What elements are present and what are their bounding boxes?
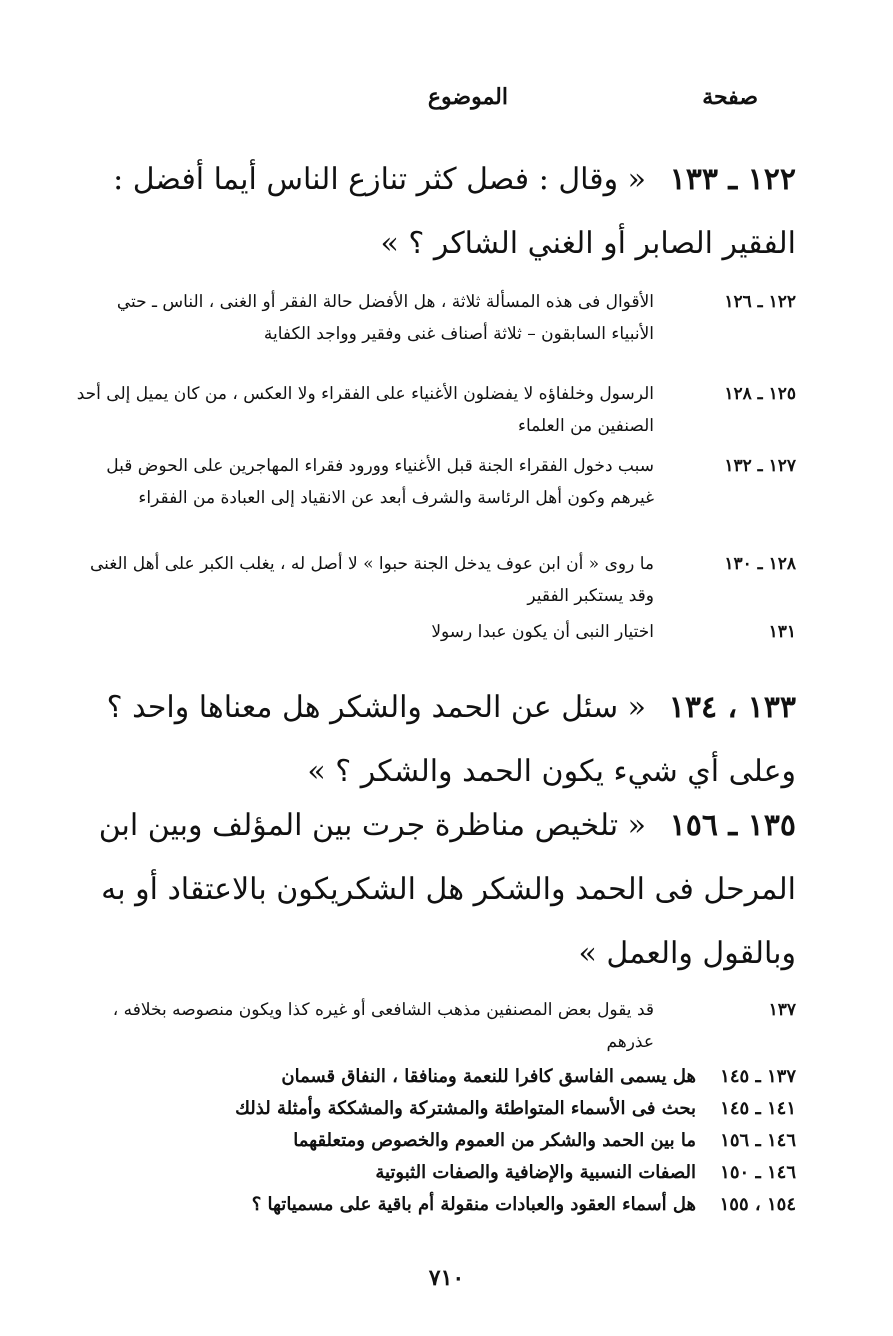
- entry-page-range: ١٤٦ ـ ١٥٦: [720, 1130, 796, 1151]
- entry-topic: ما روى « أن ابن عوف يدخل الجنة حبوا » لا أصل له ، يغلب الكبر على أهل الغنى وقد يستكبر الفقير: [89, 554, 654, 606]
- entry-topic: بحث فى الأسماء المتواطئة والمشتركة والمشككة وأمثلة لذلك: [235, 1098, 696, 1119]
- entry-page-range: ١٢٨ ـ ١٣٠: [724, 554, 796, 574]
- entry-topic: « سئل عن الحمد والشكر هل معناها واحد ؟ وعلى أي شيء يكون الحمد والشكر ؟ »: [106, 690, 796, 789]
- index-entry-heading: [70, 676, 796, 804]
- index-entry: [70, 1158, 796, 1188]
- index-entry-heading: [70, 794, 796, 986]
- index-entry: [70, 450, 796, 514]
- entry-page-range: ١٣٣ ، ١٣٤: [668, 690, 796, 725]
- entry-topic: « وقال : فصل كثر تنازع الناس أيما أفضل : الفقير الصابر أو الغني الشاكر ؟ »: [113, 162, 796, 261]
- entry-page-range: ١٢٧ ـ ١٣٢: [724, 456, 796, 476]
- entry-page-range: ١٢٢ ـ ١٢٦: [724, 292, 796, 312]
- entry-page-range: ١٣٧ ـ ١٤٥: [720, 1066, 796, 1087]
- entry-topic: اختيار النبى أن يكون عبدا رسولا: [431, 622, 654, 642]
- index-entry-heading: [70, 148, 796, 276]
- entry-topic: « تلخيص مناظرة جرت بين المؤلف وبين ابن المرحل فى الحمد والشكر هل الشكريكون بالاعتقاد أو به وبالقول والعمل »: [98, 808, 796, 971]
- entry-topic: الأقوال فى هذه المسألة ثلاثة ، هل الأفضل حالة الفقر أو الغنى ، الناس ـ حتي الأنبياء السابقون – ثلاثة أصناف غنى وفقير وواجد الكفاية: [116, 292, 654, 344]
- entry-topic: ما بين الحمد والشكر من العموم والخصوص ومتعلقهما: [293, 1130, 696, 1151]
- index-entry: [70, 994, 796, 1058]
- entry-page-range: ١٣١: [768, 622, 796, 642]
- index-entry: [70, 1094, 796, 1124]
- index-entry: [70, 378, 796, 442]
- index-entry: [70, 1126, 796, 1156]
- page-column-label: صفحة: [702, 84, 758, 110]
- index-entry: [70, 616, 796, 648]
- topic-column-label: الموضوع: [427, 84, 508, 110]
- index-entry: [70, 548, 796, 612]
- entry-topic: هل أسماء العقود والعبادات منقولة أم باقية على مسمياتها ؟: [251, 1194, 696, 1215]
- entry-page-range: ١٣٧: [768, 1000, 796, 1020]
- page-number: ٧١٠: [428, 1265, 465, 1291]
- entry-topic: قد يقول بعض المصنفين مذهب الشافعى أو غيره كذا ويكون منصوصه بخلافه ، عذرهم: [112, 1000, 654, 1052]
- index-entry: [70, 1062, 796, 1092]
- entry-page-range: ١٥٤ ، ١٥٥: [719, 1194, 796, 1215]
- entry-topic: هل يسمى الفاسق كافرا للنعمة ومنافقا ، النفاق قسمان: [281, 1066, 696, 1087]
- index-entry: [70, 286, 796, 350]
- entry-topic: سبب دخول الفقراء الجنة قبل الأغنياء وورود فقراء المهاجرين على الحوض قبل غيرهم وكون أهل الرئاسة والشرف أبعد عن الانقياد إلى العبادة من الفقراء: [106, 456, 654, 508]
- page-header: [120, 84, 758, 120]
- entry-topic: الصفات النسبية والإضافية والصفات الثبوتية: [375, 1162, 696, 1183]
- entry-page-range: ١٢٢ ـ ١٣٣: [669, 162, 796, 197]
- entry-page-range: ١٢٥ ـ ١٢٨: [724, 384, 796, 404]
- entry-page-range: ١٤٦ ـ ١٥٠: [720, 1162, 796, 1183]
- entry-page-range: ١٣٥ ـ ١٥٦: [669, 808, 796, 843]
- index-entry: [70, 1190, 796, 1220]
- entry-page-range: ١٤١ ـ ١٤٥: [720, 1098, 796, 1119]
- entry-topic: الرسول وخلفاؤه لا يفضلون الأغنياء على الفقراء ولا العكس ، من كان يميل إلى أحد الصنفين من العلماء: [76, 384, 654, 436]
